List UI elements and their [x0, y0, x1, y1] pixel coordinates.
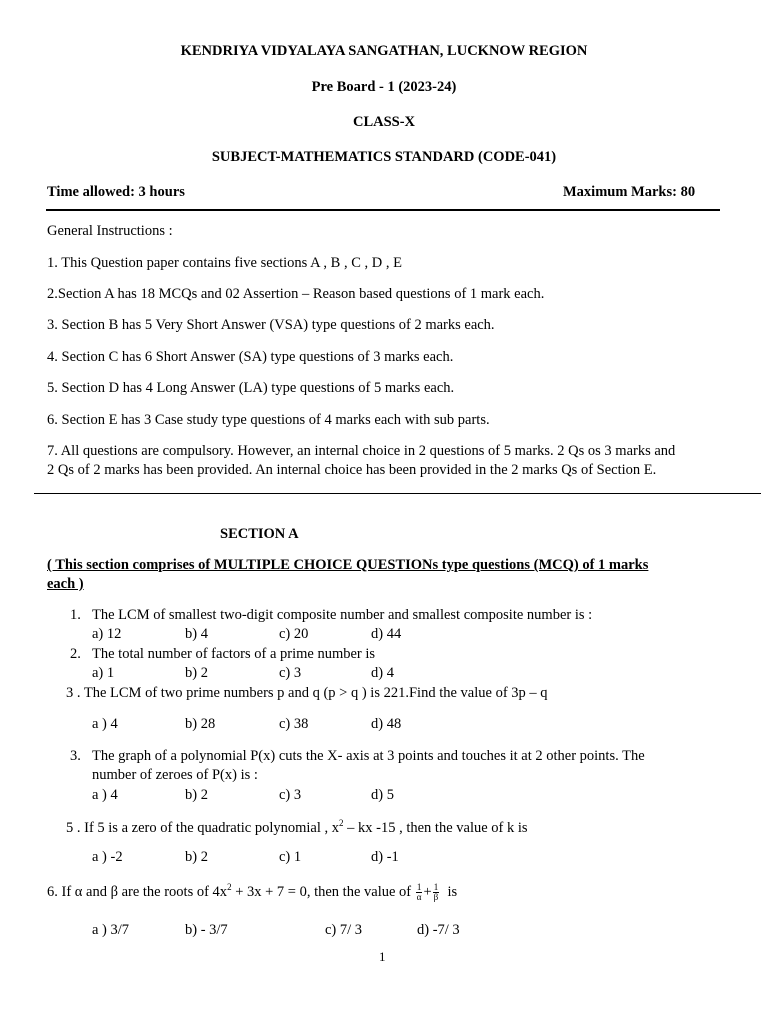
instruction-item: 4. Section C has 6 Short Answer (SA) type questions of 3 marks each.	[47, 349, 454, 365]
option-b: b) 2	[185, 849, 208, 865]
instructions-title: General Instructions :	[47, 223, 173, 239]
max-marks: Maximum Marks: 80	[563, 184, 696, 200]
question-text: 3 . The LCM of two prime numbers p and q (p > q ) is 221.Find the value of 3p – q	[66, 685, 548, 701]
option-d: d) 5	[371, 787, 394, 803]
denominator: β	[433, 892, 439, 902]
option-a: a ) -2	[92, 849, 123, 865]
fraction-1-over-beta	[433, 883, 440, 902]
instruction-item: 7. All questions are compulsory. However, an internal choice in 2 questions of 5 marks. 2 Qs os 3 marks and	[47, 443, 676, 459]
question-text-cont: number of zeroes of P(x) is :	[92, 767, 258, 783]
instruction-item: 5. Section D has 4 Long Answer (LA) type questions of 5 marks each.	[47, 380, 455, 396]
exponent: 2	[227, 882, 232, 892]
exam-title: Pre Board - 1 (2023-24)	[311, 79, 457, 95]
time-allowed: Time allowed: 3 hours	[47, 184, 185, 200]
denominator: α	[416, 892, 422, 902]
option-c: c) 3	[279, 665, 302, 681]
question-text-post: is	[440, 883, 458, 900]
question-number: 2.	[70, 646, 81, 662]
plus-sign: +	[423, 883, 432, 900]
option-c: c) 1	[279, 849, 302, 865]
option-a: a ) 3/7	[92, 922, 130, 938]
numerator: 1	[416, 882, 422, 892]
fraction-1-over-alpha	[416, 883, 423, 902]
instruction-item: 6. Section E has 3 Case study type questions of 4 marks each with sub parts.	[47, 412, 490, 428]
option-b: b) 28	[185, 716, 216, 732]
question-text: The LCM of smallest two-digit composite number and smallest composite number is :	[92, 607, 593, 623]
question-number: 3.	[70, 748, 81, 764]
org-title: KENDRIYA VIDYALAYA SANGATHAN, LUCKNOW REGION	[180, 43, 588, 59]
option-d: d) -7/ 3	[417, 922, 460, 938]
option-b: b) 2	[185, 787, 208, 803]
question-text: The graph of a polynomial P(x) cuts the X- axis at 3 points and touches it at 2 other points. The	[92, 748, 645, 764]
option-a: a) 1	[92, 665, 115, 681]
question-number: 1.	[70, 607, 81, 623]
option-c: c) 38	[279, 716, 309, 732]
option-a: a ) 4	[92, 787, 118, 803]
option-b: b) 4	[185, 626, 208, 642]
option-d: d) -1	[371, 849, 399, 865]
question-text-pre: 6. If α and β are the roots of 4x	[47, 883, 228, 900]
question-text-post: – kx -15 , then the value of k is	[343, 819, 528, 836]
option-c: c) 20	[279, 626, 309, 642]
question-text	[66, 818, 528, 837]
question-text: The total number of factors of a prime number is	[92, 646, 376, 662]
option-d: d) 4	[371, 665, 394, 681]
exponent: 2	[339, 818, 344, 828]
instructions-divider	[34, 493, 761, 494]
question-text	[47, 882, 457, 902]
option-c: c) 3	[279, 787, 302, 803]
numerator: 1	[433, 882, 439, 892]
class-title: CLASS-X	[352, 114, 416, 130]
subject-title: SUBJECT-MATHEMATICS STANDARD (CODE-041)	[211, 149, 557, 165]
page-number: 1	[379, 949, 386, 964]
instruction-item: 3. Section B has 5 Very Short Answer (VSA) type questions of 2 marks each.	[47, 317, 495, 333]
instruction-item: 2 Qs of 2 marks has been provided. An internal choice has been provided in the 2 marks Qs of Section E.	[47, 462, 657, 478]
section-a-desc: ( This section comprises of MULTIPLE CHOICE QUESTIONs type questions (MCQ) of 1 marks	[47, 557, 649, 573]
option-b: b) 2	[185, 665, 208, 681]
instruction-item: 1. This Question paper contains five sections A , B , C , D , E	[47, 255, 402, 271]
option-d: d) 44	[371, 626, 402, 642]
option-c: c) 7/ 3	[325, 922, 363, 938]
question-text-mid: + 3x + 7 = 0, then the value of	[231, 883, 415, 900]
section-a-title: SECTION A	[220, 526, 299, 542]
instruction-item: 2.Section A has 18 MCQs and 02 Assertion – Reason based questions of 1 mark each.	[47, 286, 545, 302]
option-d: d) 48	[371, 716, 402, 732]
option-b: b) - 3/7	[185, 922, 228, 938]
option-a: a ) 4	[92, 716, 118, 732]
option-a: a) 12	[92, 626, 122, 642]
header-divider	[46, 209, 720, 211]
question-text-pre: 5 . If 5 is a zero of the quadratic polynomial , x	[66, 819, 340, 836]
section-a-desc-cont: each )	[47, 576, 84, 592]
